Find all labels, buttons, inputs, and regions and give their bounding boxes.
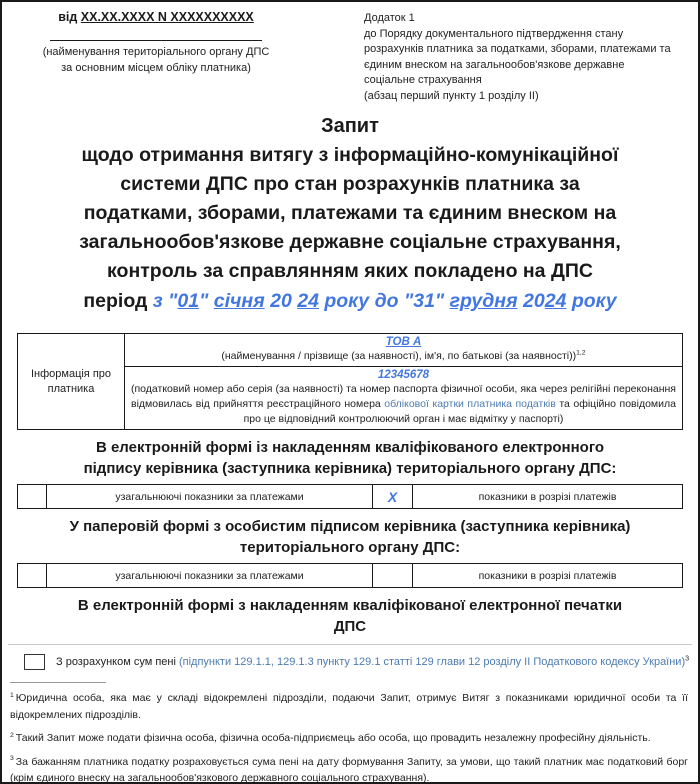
taxpayer-number-caption [131,382,676,427]
penalty-footnote-ref: 3 [685,654,690,663]
taxpayer-name-cell [125,334,683,367]
taxpayer-info-table [17,333,683,430]
appendix-line-2: до Порядку документального підтвердження стану [364,27,624,40]
day-to-open-quote: " [403,290,414,312]
document-title [2,112,698,316]
electronic-form-options-row [17,484,683,509]
taxpayer-info-label: Інформація про платника [18,334,125,430]
penalty-label-text [56,656,689,668]
period-century-to: 20 [523,290,545,312]
day-from-open-quote: " [168,290,178,312]
section1-heading-line2: підпису керівника (заступника керівника) територіального органу ДПС: [83,460,617,477]
taxpayer-name-field[interactable]: ТОВ А [385,336,422,348]
period-month-to-field[interactable]: грудня [449,290,518,312]
footnote-separator [10,682,106,683]
penalty-calculation-row [24,654,698,670]
option-detailed-mark-cell[interactable] [372,564,412,587]
footnote-2 [10,730,688,747]
penalty-checkbox[interactable] [24,654,45,670]
section3-heading-line1: В електронній формі з накладенням кваліфікованої електронної печатки [77,597,623,614]
name-caption-text: (найменування / прізвище (за наявності), ім'я, по батькові (за наявності)) [221,350,577,362]
penalty-code-reference-link[interactable]: (підпункти 129.1.1, 129.1.3 пункту 129.1 статті 129 глави 12 розділу ІІ Податкового кодексу України) [178,656,686,668]
option-detailed-label: показники в розрізі платежів [412,485,682,508]
period-year-to-field[interactable]: 24 [544,290,567,312]
paper-form-options-row [17,563,683,588]
period-to-word: до [374,290,399,312]
section-electronic-seal-heading [26,595,674,637]
period-month-from-field[interactable]: січня [213,290,265,312]
footnote-3-ref: 3 [10,755,14,762]
footnote-3 [10,754,688,784]
appendix-line-6: (абзац перший пункту 1 розділу ІІ) [364,89,539,102]
footnote-2-text: Такий Запит може подати фізична особа, фізична особа-підприємець або особа, що провадить незалежну професійну діяльність. [15,732,651,744]
period-day-to-field[interactable]: 31 [413,290,435,312]
section2-heading-line2: територіального органу ДПС: [239,539,461,556]
section-divider [8,644,692,645]
option-generalized-label: узагальнюючі показники за платежами [46,485,372,508]
reference-number-line [32,10,280,24]
number-caption-part1: (податковий номер або серія (за наявності) та номер паспорта фізичної особи, яка через релігійні переконання відмовилась від прийняття реєстраційного номера [131,383,676,410]
name-caption-footnote-ref: 1,2 [576,349,586,357]
option-detailed-mark-cell[interactable]: X [372,485,412,508]
section3-heading-line2: ДПС [333,618,367,635]
appendix-line-3: розрахунків платника за податками, зборами, платежами та [364,43,671,55]
option-detailed-label: показники в розрізі платежів [412,564,682,587]
appendix-line-4: єдиним внеском на загальнообов'язкове державне [364,58,625,71]
org-name-caption [32,44,280,76]
section1-heading-line1: В електронній формі із накладенням кваліфікованого електронного [95,439,605,456]
footnote-1-text: Юридична особа, яка має у складі відокремлені підрозділи, подаючи Запит, отримує Витяг з показниками юридичної особи та її відокремлених підрозділів. [10,692,688,721]
appendix-reference-block [364,10,686,104]
page-title: Запит [321,115,379,137]
section-electronic-signature-heading [26,437,674,479]
org-name-blank-line[interactable] [50,40,262,41]
penalty-label: З розрахунком сум пені [56,656,179,668]
section2-heading-line1: У паперовій формі з особистим підписом керівника (заступника керівника) [69,518,631,535]
period-from-word: з [152,290,163,312]
taxpayer-name-caption [131,349,676,364]
period-year-word-2: року [571,290,617,312]
period-century-from: 20 [270,290,292,312]
appendix-line-5: соціальне страхування [364,74,482,86]
period-label: період [83,290,148,312]
org-caption-line2: за основним місцем обліку платника) [61,62,251,74]
title-line-4: загальнообов'язкове державне соціальне страхування, [79,231,621,253]
period-day-from-field[interactable]: 01 [177,290,200,312]
section-paper-form-heading [26,516,674,558]
day-from-close-quote: " [199,290,209,312]
taxpayer-card-link[interactable]: облікової картки платника податків [384,398,556,410]
title-line-5: контроль за справлянням яких покладено на ДПС [107,260,593,282]
header [2,8,698,104]
period-year-from-field[interactable]: 24 [297,290,319,312]
title-line-1: щодо отримання витягу з інформаційно-комунікаційної [81,144,619,166]
option-generalized-label: узагальнюючі показники за платежами [46,564,372,587]
footnote-2-ref: 2 [10,731,14,739]
period-line [2,286,698,316]
footnote-1 [10,690,688,723]
table-row [18,334,683,367]
period-year-word-1: року [324,290,370,312]
title-line-3: податками, зборами, платежами та єдиним внеском на [83,202,617,224]
taxpayer-number-field[interactable]: 12345678 [377,369,430,381]
footnote-3-text: За бажанням платника податку розраховується сума пені на дату формування Запиту, за умови, що такий платник має податковий борг (крім єдиного внеску на загальнообов'язкового державного соціального страхування). [10,755,688,784]
header-left-block [32,10,280,104]
title-line-2: системи ДПС про стан розрахунків платника за [120,173,580,195]
appendix-line-1: Додаток 1 [364,12,415,24]
reference-value[interactable]: XX.XX.XXXX N XXXXXXXXXX [80,10,254,24]
org-caption-line1: (найменування територіального органу ДПС [42,46,270,58]
footnote-1-ref: 1 [10,691,14,699]
day-to-close-quote: " [434,290,445,312]
taxpayer-number-cell [125,367,683,430]
option-generalized-mark-cell[interactable] [18,485,46,508]
option-generalized-mark-cell[interactable] [18,564,46,587]
reference-prefix: від [58,10,78,24]
number-caption-part2: та офіційно повідомила про це відповідний контролюючий орган і має відмітку у паспорті) [243,398,676,425]
